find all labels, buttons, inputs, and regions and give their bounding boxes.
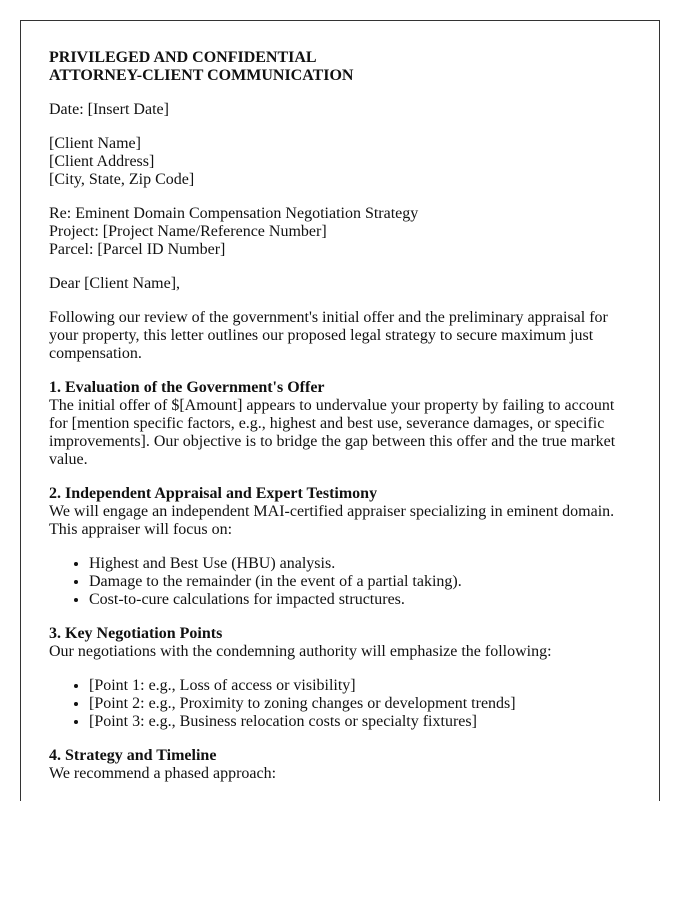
list-item: • [Point 2: e.g., Proximity to zoning changes or development trends] (89, 695, 634, 713)
section-4 (49, 747, 634, 783)
letter-date: Date: [Insert Date] (49, 101, 169, 118)
list-item: • Damage to the remainder (in the event of a partial taking). (89, 573, 634, 591)
list-item: • Cost-to-cure calculations for impacted structures. (89, 591, 634, 609)
recipient-address (49, 135, 634, 189)
section-1-body: The initial offer of $[Amount] appears to undervalue your property by failing to account for [mention specific factors, e.g., highest and best use, severance damages, or specific improvements]. Our objective is to bridge the gap between this offer and the true market value. (49, 397, 616, 468)
list-item: • [Point 3: e.g., Business relocation costs or specialty fixtures] (89, 713, 634, 731)
section-2-list (49, 555, 634, 609)
recipient-address-line: [Client Address] (49, 153, 155, 170)
header-line-1: PRIVILEGED AND CONFIDENTIAL (49, 49, 317, 66)
salutation: Dear [Client Name], (49, 275, 181, 292)
reference-block (49, 205, 634, 259)
section-3-title: 3. Key Negotiation Points (49, 625, 223, 642)
section-3-list (49, 677, 634, 731)
list-item: • [Point 1: e.g., Loss of access or visibility] (89, 677, 634, 695)
recipient-name: [Client Name] (49, 135, 141, 152)
letter-content (49, 49, 634, 783)
re-line: Re: Eminent Domain Compensation Negotiation Strategy (49, 205, 419, 222)
section-1 (49, 379, 634, 469)
section-4-body: We recommend a phased approach: (49, 765, 277, 782)
header-line-2: ATTORNEY-CLIENT COMMUNICATION (49, 67, 354, 84)
parcel-line: Parcel: [Parcel ID Number] (49, 241, 226, 258)
recipient-city-state-zip: [City, State, Zip Code] (49, 171, 195, 188)
section-2 (49, 485, 634, 609)
letter-page (20, 20, 660, 801)
section-1-title: 1. Evaluation of the Government's Offer (49, 379, 325, 396)
section-3 (49, 625, 634, 731)
section-4-title: 4. Strategy and Timeline (49, 747, 217, 764)
confidential-header (49, 49, 634, 85)
section-2-title: 2. Independent Appraisal and Expert Testimony (49, 485, 378, 502)
section-3-body: Our negotiations with the condemning authority will emphasize the following: (49, 643, 552, 660)
project-line: Project: [Project Name/Reference Number] (49, 223, 327, 240)
list-item: • Highest and Best Use (HBU) analysis. (89, 555, 634, 573)
intro-paragraph: Following our review of the government's initial offer and the preliminary appraisal for your property, this letter outlines our proposed legal strategy to secure maximum just compensation. (49, 309, 608, 362)
section-2-body: We will engage an independent MAI-certified appraiser specializing in eminent domain. This appraiser will focus on: (49, 503, 615, 538)
